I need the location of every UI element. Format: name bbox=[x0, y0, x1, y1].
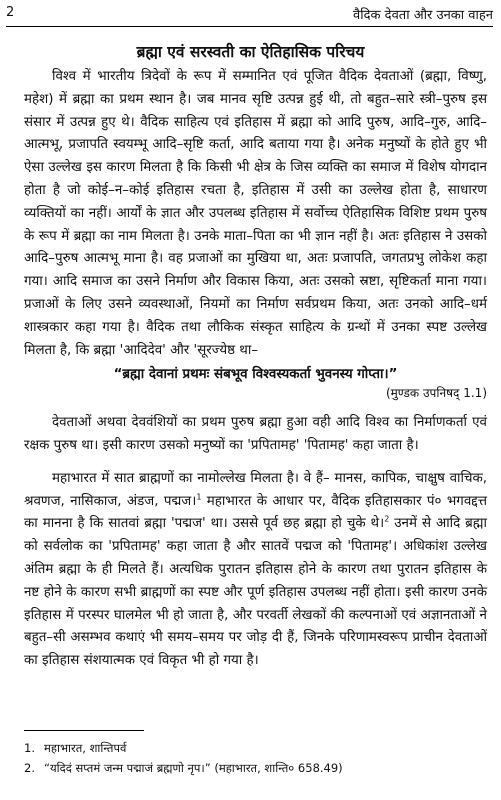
paragraph-3-part-b: महाभारत के आधार पर, वैदिक इतिहासकार पं० भगवद्दत्त का मानना है कि सातवां ब्रह्मा 'पद्मज' था। उससे पूर्व छह ब्रह्मा हो चुके थे। bbox=[24, 493, 487, 532]
footnote-ref-2: 2 bbox=[384, 514, 390, 524]
paragraph-1: विश्व में भारतीय त्रिदेवों के रूप में सम्मानित एवं पूजित वैदिक देवताओं (ब्रह्मा, विष्णु, महेश) में ब्रह्मा का प्रथम स्थान है। जब मानव सृष्टि उत्पन्न हुई थी, तो बहुत–सारे स्त्री–पुरुष इस संसार में उत्पन्न हुए थे। वैदिक साहित्य एवं इतिहास में ब्रह्मा को आदि पुरुष, आदि–गुरु, आदि–आत्मभू, प्रजापति स्वयम्भू आदि–सृष्टि कर्ता, आदि बताया गया है। अनेक मनुष्यों के होते हुए भी ऐसा उल्लेख इस कारण मिलता है कि किसी भी क्षेत्र के जिस व्यक्ति का समाज में विशेष योगदान होता है जो कोई–न–कोई इतिहास रचता है, इतिहास में उसी का उल्लेख होता है, साधारण व्यक्तियों का नहीं। आर्यों के ज्ञात और उपलब्ध इतिहास में सर्वोच्च ऐतिहासिक विशिष्ट प्रथम पुरुष के रूप में ब्रह्मा का नाम मिलता है। उनके माता–पिता का भी ज्ञान नहीं है। अतः इतिहास ने उसको आदि–पुरुष आत्मभू माना है। वह प्रजाओं का मुखिया था, अतः प्रजापति, जगतप्रभु लोकेश कहा गया। आदि समाज का उसने निर्माण और विकास किया, अतः उसको स्रष्टा, सृष्टिकर्ता माना गया। प्रजाओं के लिए उसने व्यवस्थाओं, नियमों का निर्माण सर्वप्रथम किया, अतः उनको आदि–धर्म शास्त्रकार कहा गया है। वैदिक तथा लौकिक संस्कृत साहित्य के ग्रन्थों में उनका स्पष्ट उल्लेख मिलता है, कि ब्रह्मा 'आदिदेव' और 'सूरज्येष्ठ था– bbox=[24, 69, 487, 358]
paragraph-3 bbox=[24, 468, 487, 673]
footnote-item bbox=[24, 738, 487, 758]
page-header bbox=[6, 4, 493, 27]
quote-source: (मुण्डक उपनिषद् 1.1) bbox=[385, 386, 487, 401]
paragraph-3-part-a: महाभारत में सात ब्राह्मणों का नामोल्लेख मिलता है। वे हैं– मानस, कापिक, चाक्षुष वाचिक, श्रवणज, नासिकाज, अंडज, पद्मज। bbox=[24, 470, 487, 509]
paragraph-3-part-c: उनमें से आदि ब्रह्मा को सर्वलोक का 'प्रपितामह' कहा जाता है और सातवें पद्मज को 'पितामह'। अधिकांश उल्लेख अंतिम ब्रह्मा के ही मिलते हैं। अत्यधिक पुरातन इतिहास होने के कारण तथा पुरातन इतिहास के नष्ट होने के कारण सभी ब्राह्मणों का स्पष्ट और पूर्ण इतिहास उपलब्ध नहीं होता। इसी कारण उनके इतिहास में परस्पर घालमेल भी हो जाता है, और परवर्ती लेखकों की कल्पनाओं एवं अज्ञानताओं ने बहुत–सी असम्भव कथाएं भी समय–समय पर जोड़ दी हैं, जिनके परिणामस्वरूप प्राचीन देवताओं का इतिहास संशयात्मक एवं विकृत भी हो गया है। bbox=[24, 516, 487, 669]
footnote-ref-1: 1 bbox=[196, 492, 202, 502]
footnote-number: 2. bbox=[24, 761, 35, 775]
footnote-item bbox=[24, 758, 487, 778]
running-title: वैदिक देवता और उनका वाहन bbox=[353, 8, 493, 23]
footnote-text: “यदिदं सप्तमं जन्म पद्माजं ब्रह्मणो नृप।” (महाभारत, शान्ति० 658.49) bbox=[44, 761, 343, 775]
footnote-number: 1. bbox=[24, 741, 35, 755]
footnote-text: महाभारत, शान्तिपर्व bbox=[44, 741, 127, 755]
sanskrit-quote: “ब्रह्मा देवानां प्रथमः संबभूव विश्वस्यकर्ता भुवनस्य गोप्ता।” bbox=[113, 367, 398, 383]
chapter-title: ब्रह्मा एवं सरस्वती का ऐतिहासिक परिचय bbox=[136, 43, 365, 61]
page-number: 2 bbox=[6, 5, 15, 20]
footnote-divider bbox=[24, 730, 144, 731]
body-text bbox=[24, 66, 487, 673]
footnotes bbox=[24, 738, 487, 778]
paragraph-2: देवताओं अथवा देववंशियों का प्रथम पुरुष ब्रह्मा हुआ वही आदि विश्व का निर्माणकर्ता एवं रक्षक पुरुष था। इसी कारण उसको मनुष्यों का 'प्रपितामह' 'पितामह' कहा जाता है। bbox=[24, 415, 487, 453]
